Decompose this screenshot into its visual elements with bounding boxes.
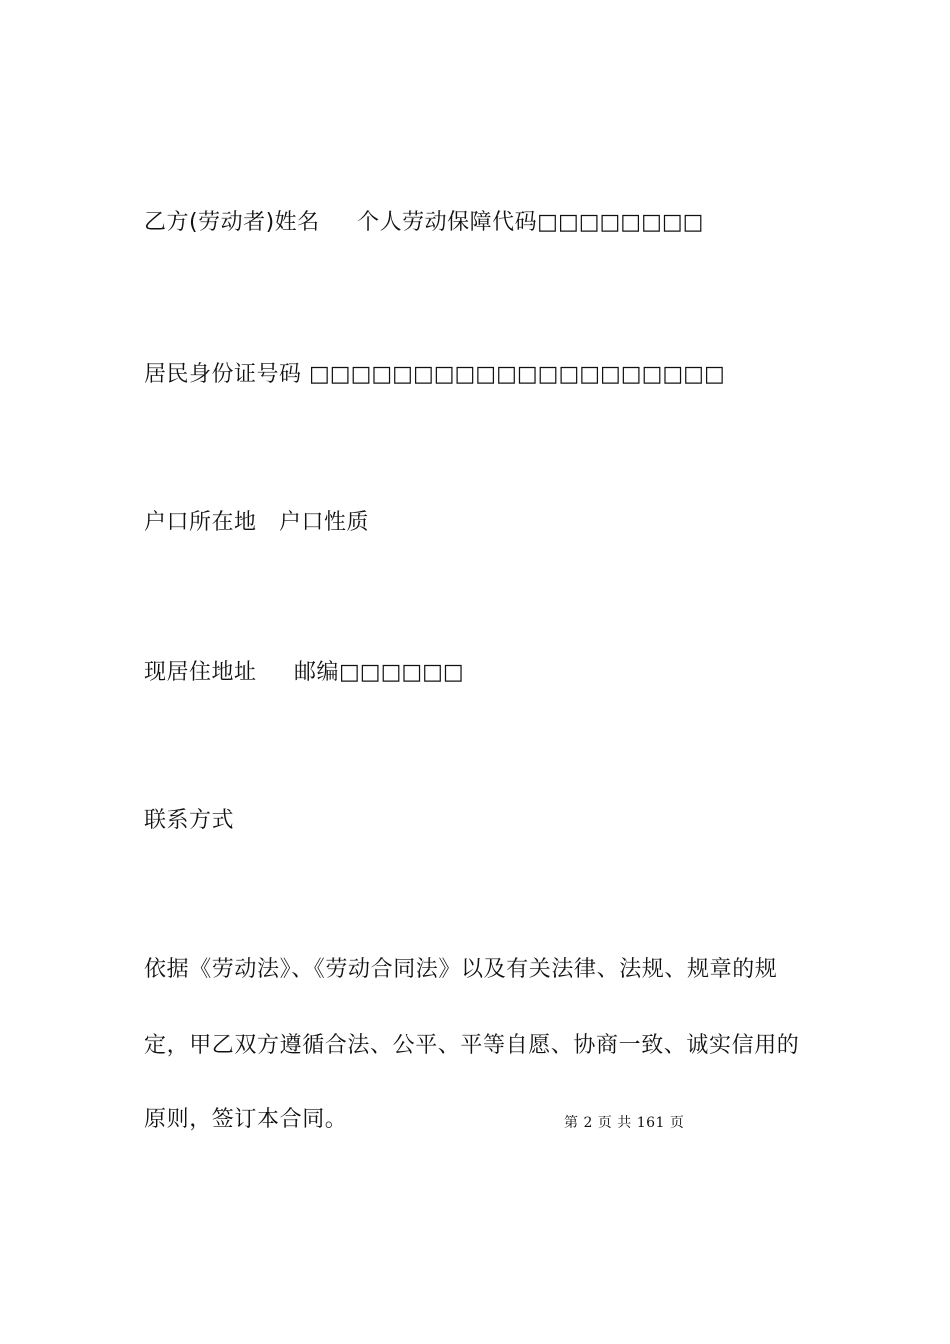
- personal-code-boxes: □□□□□□□□: [537, 210, 704, 235]
- postcode-label: 邮编: [293, 660, 339, 685]
- hukou-type-label: 户口性质: [279, 510, 370, 535]
- contract-basis-paragraph: [144, 955, 824, 1135]
- address-row: [144, 658, 464, 688]
- contact-row: [144, 806, 234, 836]
- page-indicator: 第 2 页 共 161 页: [564, 1115, 685, 1131]
- party-b-name-label: 乙方(劳动者)姓名: [144, 210, 320, 235]
- address-label: 现居住地址: [144, 660, 257, 685]
- party-b-row: [144, 208, 703, 238]
- paragraph-line-3: 原则，签订本合同。: [144, 1107, 348, 1132]
- postcode-boxes: □□□□□□: [339, 660, 464, 685]
- contact-label: 联系方式: [144, 808, 235, 833]
- hukou-row: [144, 508, 369, 538]
- id-number-boxes: □□□□□□□□□□□□□□□□□□□□: [309, 362, 725, 387]
- id-number-row: [144, 360, 725, 390]
- id-number-label: 居民身份证号码: [144, 362, 302, 387]
- hukou-location-label: 户口所在地: [144, 510, 257, 535]
- paragraph-line-1: 依据《劳动法》、《劳动合同法》以及有关法律、法规、规章的规: [144, 957, 778, 982]
- paragraph-line-2: 定，甲乙双方遵循合法、公平、平等自愿、协商一致、诚实信用的: [144, 1033, 800, 1058]
- personal-code-label: 个人劳动保障代码: [357, 210, 538, 235]
